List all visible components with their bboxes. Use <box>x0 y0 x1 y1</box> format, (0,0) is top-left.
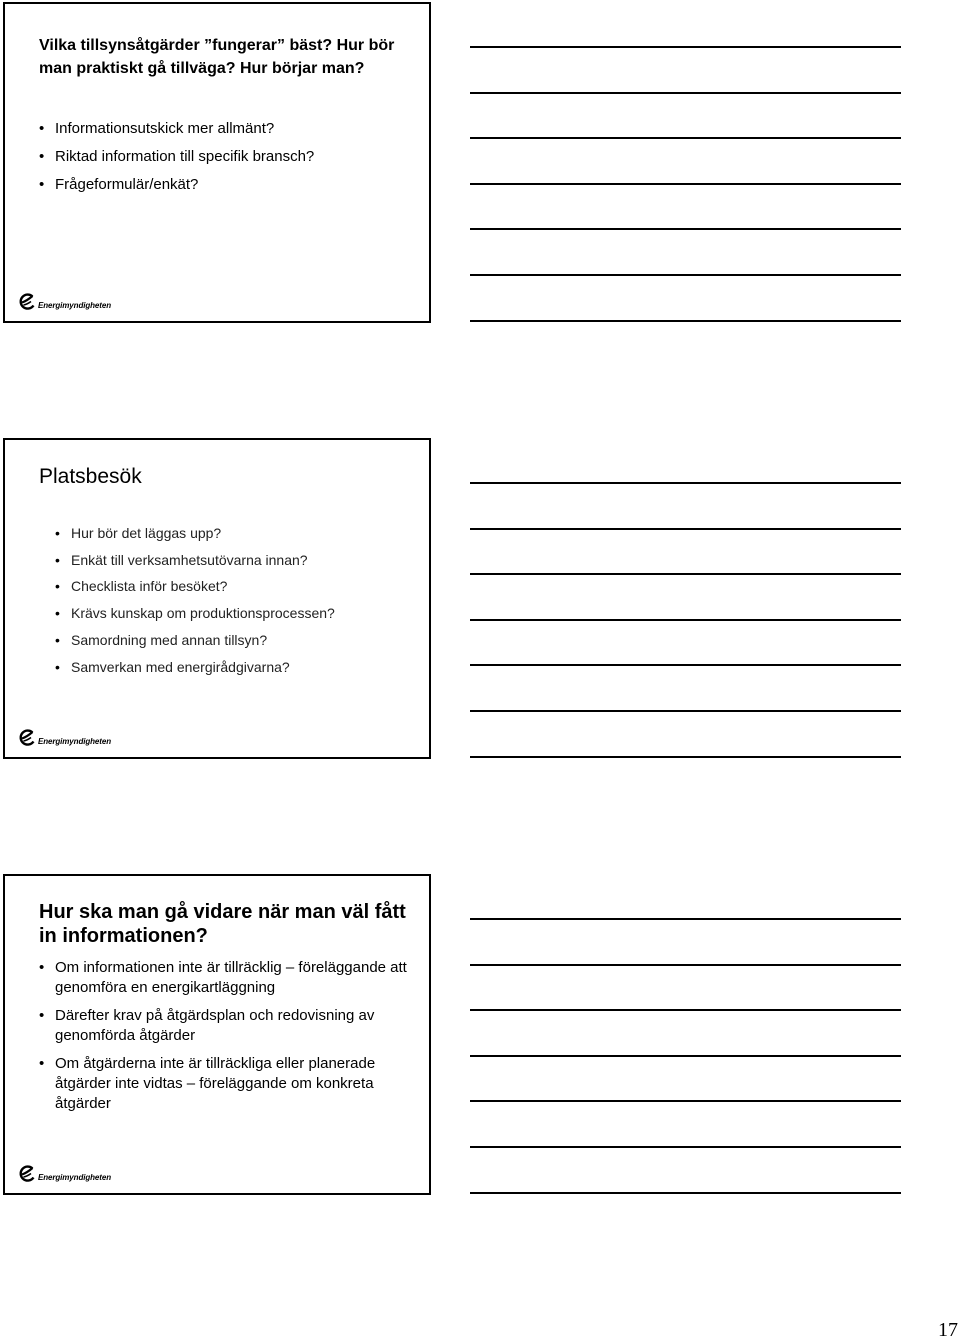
logo-text: Energimyndigheten <box>38 736 111 746</box>
energimyndigheten-logo-icon <box>17 292 37 312</box>
note-line <box>470 228 901 230</box>
bullet-item: • Riktad information till specifik bransch? <box>39 143 415 171</box>
logo-text: Energimyndigheten <box>38 1172 111 1182</box>
note-line <box>470 756 901 758</box>
energimyndigheten-logo <box>17 1163 111 1185</box>
note-line <box>470 528 901 530</box>
bullet-list <box>55 520 415 680</box>
bullet-item: • Samverkan med energirådgivarna? <box>55 654 415 681</box>
note-line <box>470 1100 901 1102</box>
note-line <box>470 1009 901 1011</box>
note-line <box>470 1192 901 1194</box>
energimyndigheten-logo <box>17 291 111 313</box>
note-line <box>470 619 901 621</box>
energimyndigheten-logo-icon <box>17 728 37 748</box>
note-line <box>470 183 901 185</box>
slide-2 <box>3 438 431 759</box>
bullet-item: • Därefter krav på åtgärdsplan och redovisning av genomförda åtgärder <box>39 1006 409 1046</box>
bullet-list <box>39 115 415 199</box>
note-line <box>470 482 901 484</box>
energimyndigheten-logo <box>17 727 111 749</box>
note-line <box>470 573 901 575</box>
slide-1 <box>3 2 431 323</box>
note-line <box>470 274 901 276</box>
energimyndigheten-logo-icon <box>17 1164 37 1184</box>
note-line <box>470 710 901 712</box>
logo-text: Energimyndigheten <box>38 300 111 310</box>
note-line <box>470 1146 901 1148</box>
note-line <box>470 92 901 94</box>
note-line <box>470 320 901 322</box>
note-line <box>470 46 901 48</box>
bullet-item: • Om informationen inte är tillräcklig – föreläggande att genomföra en energikartläggning <box>39 958 409 998</box>
bullet-item: • Hur bör det läggas upp? <box>55 520 415 547</box>
note-line <box>470 664 901 666</box>
bullet-item: • Frågeformulär/enkät? <box>39 171 415 199</box>
bullet-item: • Checklista inför besöket? <box>55 573 415 600</box>
slide-title: Platsbesök <box>39 465 142 488</box>
note-line <box>470 1055 901 1057</box>
bullet-item: • Samordning med annan tillsyn? <box>55 627 415 654</box>
bullet-item: • Enkät till verksamhetsutövarna innan? <box>55 547 415 574</box>
bullet-list <box>39 958 409 1122</box>
bullet-item: • Om åtgärderna inte är tillräckliga eller planerade åtgärder inte vidtas – föreläggande om konkreta åtgärder <box>39 1054 409 1114</box>
note-line <box>470 137 901 139</box>
bullet-item: • Krävs kunskap om produktionsprocessen? <box>55 600 415 627</box>
slide-title: Vilka tillsynsåtgärder ”fungerar” bäst? Hur bör man praktiskt gå tillväga? Hur börjar man? <box>39 37 395 77</box>
slide-3 <box>3 874 431 1195</box>
note-line <box>470 964 901 966</box>
page-number: 17 <box>938 1319 958 1341</box>
slide-title: Hur ska man gå vidare när man väl fått in informationen? <box>39 901 406 947</box>
bullet-item: • Informationsutskick mer allmänt? <box>39 115 415 143</box>
note-line <box>470 918 901 920</box>
